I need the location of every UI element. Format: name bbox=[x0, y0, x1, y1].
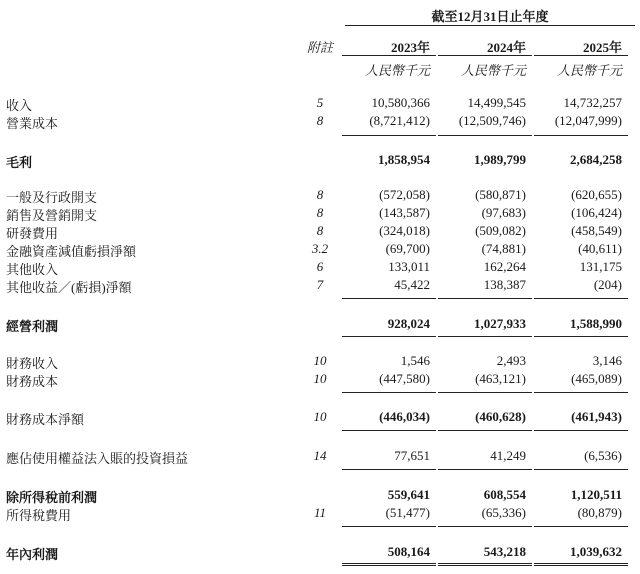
row-note: 5 bbox=[316, 95, 324, 110]
value-2023: 10,580,366 bbox=[371, 95, 430, 110]
row-label: 除所得稅前利潤 bbox=[6, 490, 98, 505]
row-note: 8 bbox=[316, 113, 324, 128]
subtotal-rule bbox=[534, 298, 628, 299]
year-header-2024: 2024年 bbox=[486, 40, 526, 55]
row-note: 10 bbox=[313, 409, 327, 424]
value-2024: 2,493 bbox=[496, 353, 526, 368]
value-2025: (620,655) bbox=[571, 187, 622, 202]
row-label: 其他收益／(虧損)淨額 bbox=[6, 280, 132, 295]
value-2023: 928,024 bbox=[387, 316, 430, 331]
unit-label: 人民幣千元 bbox=[460, 63, 526, 78]
subtotal-rule bbox=[438, 430, 532, 431]
subtotal-rule bbox=[342, 526, 436, 527]
row-label: 應佔使用權益法入賬的投資損益 bbox=[6, 451, 189, 466]
value-2024: (12,509,746) bbox=[458, 113, 526, 128]
subtotal-rule bbox=[342, 392, 436, 393]
value-2025: (80,879) bbox=[577, 505, 622, 520]
year-header-rule bbox=[438, 55, 532, 56]
row-label: 財務成本淨額 bbox=[6, 412, 85, 427]
row-note: 8 bbox=[316, 223, 324, 238]
row-operating-profit bbox=[0, 316, 640, 334]
row-cost-of-sales bbox=[0, 113, 640, 131]
value-2023: (446,034) bbox=[379, 409, 430, 424]
value-2023: (572,058) bbox=[379, 187, 430, 202]
row-label: 銷售及營銷開支 bbox=[6, 208, 98, 223]
year-header-2025: 2025年 bbox=[582, 40, 622, 55]
subtotal-rule bbox=[534, 526, 628, 527]
subtotal-rule bbox=[342, 469, 436, 470]
row-net-finance-costs bbox=[0, 409, 640, 427]
subtotal-rule bbox=[534, 336, 628, 337]
value-2024: 608,554 bbox=[483, 487, 526, 502]
value-2024: 543,218 bbox=[483, 544, 526, 559]
value-2025: 1,120,511 bbox=[570, 487, 622, 502]
value-2023: (51,477) bbox=[385, 505, 430, 520]
value-2023: (324,018) bbox=[379, 223, 430, 238]
row-other-income bbox=[0, 259, 640, 277]
row-note: 7 bbox=[316, 277, 324, 292]
value-2024: (463,121) bbox=[475, 371, 526, 386]
value-2025: (6,536) bbox=[584, 448, 622, 463]
subtotal-rule bbox=[438, 469, 532, 470]
value-2023: 45,422 bbox=[394, 277, 430, 292]
row-note: 6 bbox=[316, 259, 324, 274]
value-2023: (143,587) bbox=[379, 205, 430, 220]
value-2023: (69,700) bbox=[385, 241, 430, 256]
period-header-rule bbox=[345, 25, 635, 26]
row-profit-before-tax bbox=[0, 487, 640, 505]
value-2025: 3,146 bbox=[592, 353, 622, 368]
period-header: 截至12月31日止年度 bbox=[431, 9, 549, 24]
row-label: 研發費用 bbox=[6, 226, 59, 241]
row-admin-expenses bbox=[0, 187, 640, 205]
value-2025: (465,089) bbox=[571, 371, 622, 386]
unit-label: 人民幣千元 bbox=[364, 63, 430, 78]
value-2025: 2,684,258 bbox=[570, 152, 622, 167]
row-finance-income bbox=[0, 353, 640, 371]
value-2023: 1,546 bbox=[400, 353, 430, 368]
subtotal-rule bbox=[438, 298, 532, 299]
subtotal-rule bbox=[534, 430, 628, 431]
value-2024: (509,082) bbox=[475, 223, 526, 238]
subtotal-rule bbox=[342, 430, 436, 431]
row-label: 經營利潤 bbox=[6, 319, 59, 334]
year-header-rule bbox=[342, 55, 436, 56]
row-label: 收入 bbox=[6, 98, 33, 113]
value-2025: (458,549) bbox=[571, 223, 622, 238]
subtotal-rule bbox=[342, 135, 436, 136]
subtotal-rule bbox=[534, 135, 628, 136]
value-2025: 1,588,990 bbox=[570, 316, 622, 331]
row-label: 一般及行政開支 bbox=[6, 190, 98, 205]
subtotal-rule bbox=[534, 392, 628, 393]
value-2024: (97,683) bbox=[481, 205, 526, 220]
row-share-of-investments bbox=[0, 448, 640, 466]
subtotal-rule bbox=[438, 392, 532, 393]
value-2024: (460,628) bbox=[475, 409, 526, 424]
value-2023: 133,011 bbox=[388, 259, 430, 274]
row-label: 其他收入 bbox=[6, 262, 59, 277]
value-2024: 14,499,545 bbox=[467, 95, 526, 110]
value-2024: (580,871) bbox=[475, 187, 526, 202]
value-2023: 1,858,954 bbox=[378, 152, 430, 167]
value-2024: 41,249 bbox=[490, 448, 526, 463]
row-note: 8 bbox=[316, 205, 324, 220]
row-label: 財務收入 bbox=[6, 356, 59, 371]
row-note: 11 bbox=[313, 505, 327, 520]
total-double-rule bbox=[438, 563, 532, 566]
value-2024: 138,387 bbox=[483, 277, 526, 292]
row-label: 金融資產減值虧損淨額 bbox=[6, 244, 137, 259]
value-2024: 1,027,933 bbox=[474, 316, 526, 331]
subtotal-rule bbox=[438, 135, 532, 136]
row-note: 3.2 bbox=[311, 241, 329, 256]
value-2023: 77,651 bbox=[394, 448, 430, 463]
value-2024: 1,989,799 bbox=[474, 152, 526, 167]
year-header-2023: 2023年 bbox=[390, 40, 430, 55]
value-2024: (65,336) bbox=[481, 505, 526, 520]
row-finance-costs bbox=[0, 371, 640, 389]
row-other-gains-losses bbox=[0, 277, 640, 295]
row-label: 財務成本 bbox=[6, 374, 59, 389]
value-2025: (461,943) bbox=[571, 409, 622, 424]
value-2024: (74,881) bbox=[481, 241, 526, 256]
value-2023: 559,641 bbox=[387, 487, 430, 502]
value-2025: 14,732,257 bbox=[563, 95, 622, 110]
row-label: 毛利 bbox=[6, 155, 33, 170]
value-2023: (447,580) bbox=[379, 371, 430, 386]
note-column-header: 附註 bbox=[306, 40, 333, 55]
subtotal-rule bbox=[438, 336, 532, 337]
unit-label: 人民幣千元 bbox=[556, 63, 622, 78]
row-label: 營業成本 bbox=[6, 116, 59, 131]
subtotal-rule bbox=[342, 336, 436, 337]
row-selling-expenses bbox=[0, 205, 640, 223]
year-header-rule bbox=[534, 55, 628, 56]
row-note: 10 bbox=[313, 353, 327, 368]
subtotal-rule bbox=[534, 469, 628, 470]
value-2025: (106,424) bbox=[571, 205, 622, 220]
row-profit-for-year bbox=[0, 544, 640, 562]
row-note: 8 bbox=[316, 187, 324, 202]
value-2023: (8,721,412) bbox=[369, 113, 430, 128]
total-double-rule bbox=[342, 563, 436, 566]
value-2025: (12,047,999) bbox=[554, 113, 622, 128]
value-2025: 131,175 bbox=[579, 259, 622, 274]
row-rd-expenses bbox=[0, 223, 640, 241]
row-impairment-losses bbox=[0, 241, 640, 259]
value-2024: 162,264 bbox=[483, 259, 526, 274]
row-gross-profit bbox=[0, 152, 640, 170]
row-income-tax bbox=[0, 505, 640, 523]
value-2025: 1,039,632 bbox=[570, 544, 622, 559]
row-label: 年內利潤 bbox=[6, 547, 59, 562]
row-label: 所得稅費用 bbox=[6, 508, 72, 523]
value-2023: 508,164 bbox=[387, 544, 430, 559]
row-revenue bbox=[0, 95, 640, 113]
subtotal-rule bbox=[342, 298, 436, 299]
value-2025: (40,611) bbox=[578, 241, 622, 256]
total-double-rule bbox=[534, 563, 628, 566]
row-note: 10 bbox=[313, 371, 327, 386]
subtotal-rule bbox=[438, 526, 532, 527]
value-2025: (204) bbox=[593, 277, 622, 292]
row-note: 14 bbox=[313, 448, 327, 463]
